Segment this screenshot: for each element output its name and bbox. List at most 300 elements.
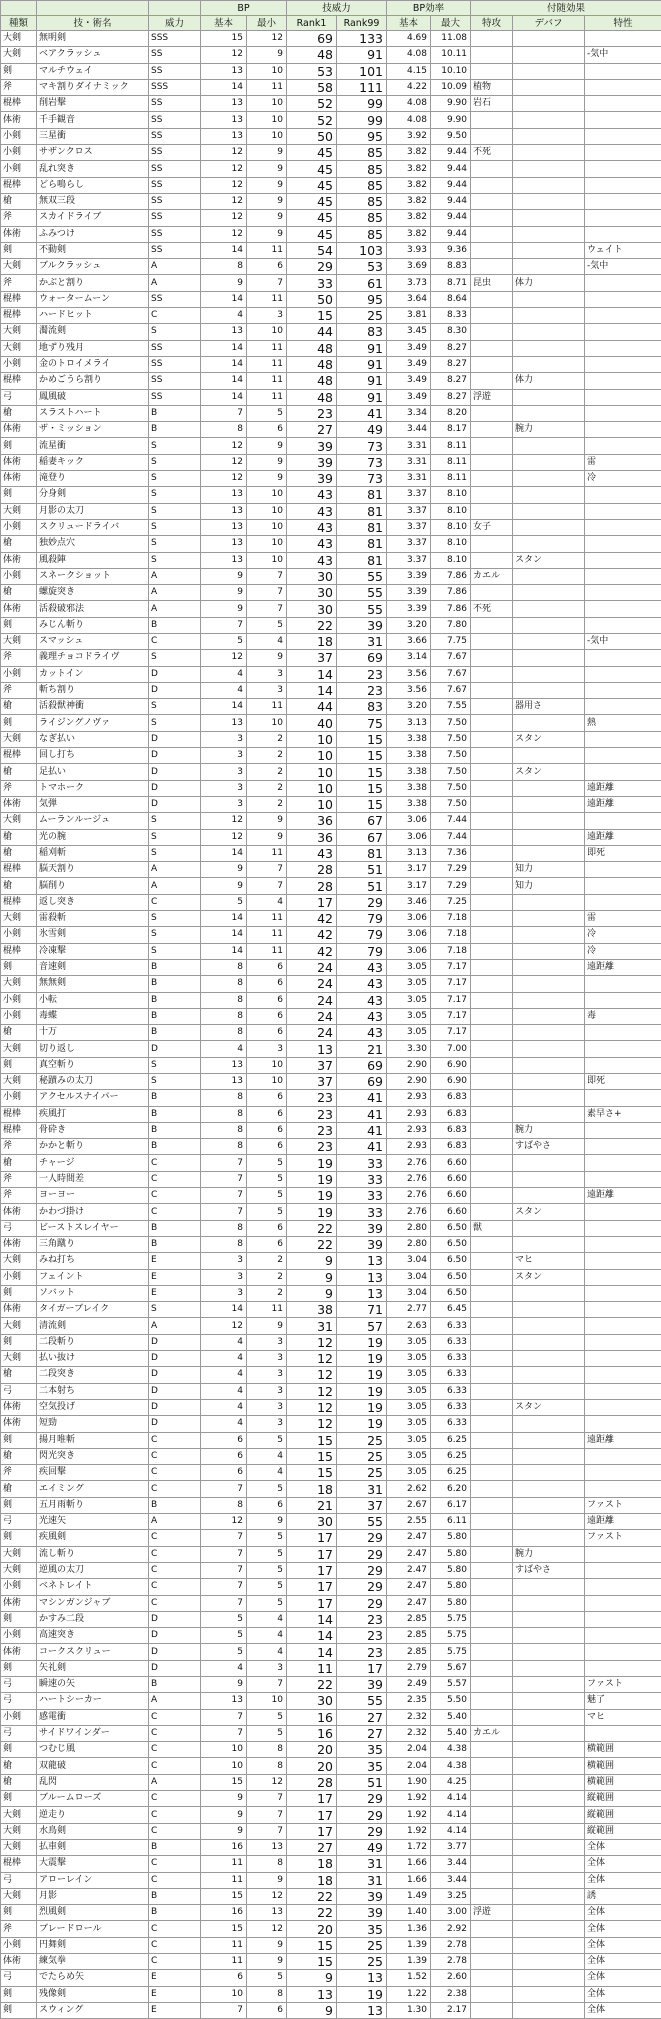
table-row: [1, 47, 661, 63]
cell-eff-max: 6.33: [431, 1351, 471, 1367]
header-col-bp-min: 最小: [247, 16, 287, 31]
cell-name: 流し斬り: [37, 1546, 149, 1562]
cell-type: 小剣: [1, 1628, 37, 1644]
cell-rank99: 69: [337, 1074, 387, 1090]
cell-eff-max: 5.80: [431, 1530, 471, 1546]
table-row: [1, 1921, 661, 1937]
cell-bp-base: 13: [201, 324, 247, 340]
cell-eff-max: 7.18: [431, 927, 471, 943]
table-row: [1, 1986, 661, 2002]
cell-trait: 遠距離: [585, 829, 661, 845]
cell-debuff: [513, 242, 585, 258]
cell-special-attack: [471, 1693, 513, 1709]
cell-rank1: 20: [287, 1921, 337, 1937]
cell-eff-base: 4.08: [387, 96, 431, 112]
cell-eff-max: 5.40: [431, 1709, 471, 1725]
cell-special-attack: [471, 1986, 513, 2002]
table-row: [1, 1856, 661, 1872]
cell-power-rank: C: [149, 1155, 201, 1171]
cell-rank99: 23: [337, 1644, 387, 1660]
cell-name: 風殺陣: [37, 552, 149, 568]
cell-rank99: 81: [337, 503, 387, 519]
cell-trait: [585, 699, 661, 715]
cell-rank99: 43: [337, 1008, 387, 1024]
cell-bp-min: 4: [247, 1628, 287, 1644]
cell-trait: [585, 63, 661, 79]
table-row: [1, 617, 661, 633]
cell-eff-base: 3.38: [387, 748, 431, 764]
cell-bp-base: 3: [201, 1253, 247, 1269]
cell-power-rank: S: [149, 1057, 201, 1073]
cell-name: ウォータームーン: [37, 291, 149, 307]
cell-debuff: [513, 1872, 585, 1888]
cell-debuff: [513, 1514, 585, 1530]
cell-eff-base: 3.66: [387, 633, 431, 649]
table-row: [1, 1383, 661, 1399]
cell-eff-max: 8.10: [431, 503, 471, 519]
cell-type: 斧: [1, 1139, 37, 1155]
cell-rank1: 23: [287, 1090, 337, 1106]
cell-debuff: マヒ: [513, 1253, 585, 1269]
cell-power-rank: B: [149, 1139, 201, 1155]
cell-eff-base: 3.34: [387, 405, 431, 421]
cell-trait: 遠距離: [585, 1514, 661, 1530]
cell-debuff: [513, 193, 585, 209]
header-blank: [37, 1, 149, 16]
cell-rank99: 55: [337, 568, 387, 584]
cell-name: ベアクラッシュ: [37, 47, 149, 63]
cell-power-rank: B: [149, 1090, 201, 1106]
cell-special-attack: [471, 422, 513, 438]
cell-type: 槍: [1, 1367, 37, 1383]
table-row: [1, 1644, 661, 1660]
table-row: [1, 1074, 661, 1090]
cell-rank99: 25: [337, 308, 387, 324]
cell-trait: 即死: [585, 845, 661, 861]
cell-eff-base: 3.05: [387, 1416, 431, 1432]
cell-debuff: [513, 1220, 585, 1236]
cell-debuff: [513, 1025, 585, 1041]
cell-trait: [585, 308, 661, 324]
cell-trait: 冷: [585, 943, 661, 959]
cell-trait: [585, 894, 661, 910]
cell-power-rank: S: [149, 1074, 201, 1090]
cell-rank1: 10: [287, 780, 337, 796]
table-row: [1, 911, 661, 927]
cell-special-attack: [471, 1676, 513, 1692]
cell-bp-base: 4: [201, 1351, 247, 1367]
cell-bp-min: 9: [247, 1954, 287, 1970]
cell-eff-base: 3.82: [387, 161, 431, 177]
cell-debuff: [513, 813, 585, 829]
cell-bp-min: 10: [247, 552, 287, 568]
cell-power-rank: C: [149, 1954, 201, 1970]
cell-eff-max: 11.08: [431, 31, 471, 47]
table-row: [1, 1709, 661, 1725]
table-row: [1, 601, 661, 617]
cell-bp-min: 3: [247, 308, 287, 324]
cell-rank1: 17: [287, 894, 337, 910]
table-row: [1, 210, 661, 226]
cell-bp-min: 13: [247, 1839, 287, 1855]
cell-eff-base: 3.05: [387, 1025, 431, 1041]
cell-power-rank: S: [149, 911, 201, 927]
cell-eff-base: 2.04: [387, 1758, 431, 1774]
cell-rank1: 43: [287, 487, 337, 503]
cell-rank1: 17: [287, 1823, 337, 1839]
cell-special-attack: [471, 1399, 513, 1415]
table-row: [1, 79, 661, 95]
cell-name: 氷雪剣: [37, 927, 149, 943]
cell-power-rank: A: [149, 1514, 201, 1530]
cell-rank99: 13: [337, 1269, 387, 1285]
cell-power-rank: S: [149, 324, 201, 340]
cell-bp-base: 12: [201, 1514, 247, 1530]
cell-type: 棍棒: [1, 291, 37, 307]
cell-name: スウィング: [37, 2002, 149, 2018]
cell-special-attack: [471, 1481, 513, 1497]
cell-type: 棍棒: [1, 1122, 37, 1138]
cell-eff-max: 9.44: [431, 226, 471, 242]
header-group-power: 技威力: [287, 1, 387, 16]
cell-bp-min: 10: [247, 1693, 287, 1709]
cell-rank99: 83: [337, 699, 387, 715]
cell-special-attack: [471, 617, 513, 633]
cell-name: 地ずり残月: [37, 340, 149, 356]
cell-debuff: [513, 177, 585, 193]
cell-type: 小剣: [1, 666, 37, 682]
cell-rank1: 12: [287, 1367, 337, 1383]
cell-special-attack: [471, 373, 513, 389]
cell-bp-min: 7: [247, 878, 287, 894]
cell-eff-max: 6.50: [431, 1253, 471, 1269]
cell-rank1: 9: [287, 1970, 337, 1986]
cell-rank1: 40: [287, 715, 337, 731]
cell-debuff: [513, 1432, 585, 1448]
cell-eff-max: 6.33: [431, 1318, 471, 1334]
cell-rank99: 71: [337, 1302, 387, 1318]
cell-rank1: 24: [287, 959, 337, 975]
table-row: [1, 1954, 661, 1970]
cell-bp-min: 11: [247, 699, 287, 715]
cell-eff-max: 3.25: [431, 1888, 471, 1904]
cell-trait: 全体: [585, 2002, 661, 2018]
cell-special-attack: 不死: [471, 601, 513, 617]
cell-special-attack: カエル: [471, 568, 513, 584]
cell-eff-base: 1.49: [387, 1888, 431, 1904]
cell-type: 弓: [1, 1676, 37, 1692]
cell-bp-min: 10: [247, 519, 287, 535]
cell-rank99: 133: [337, 31, 387, 47]
cell-power-rank: C: [149, 1562, 201, 1578]
cell-power-rank: S: [149, 503, 201, 519]
cell-eff-max: 9.36: [431, 242, 471, 258]
cell-type: 斧: [1, 1921, 37, 1937]
table-row: [1, 927, 661, 943]
cell-rank1: 9: [287, 1285, 337, 1301]
cell-special-attack: [471, 1318, 513, 1334]
table-row: [1, 373, 661, 389]
cell-rank1: 48: [287, 389, 337, 405]
cell-debuff: [513, 1008, 585, 1024]
cell-special-attack: [471, 796, 513, 812]
cell-eff-base: 3.20: [387, 617, 431, 633]
table-row: [1, 1041, 661, 1057]
cell-eff-max: 8.11: [431, 471, 471, 487]
cell-trait: [585, 31, 661, 47]
cell-debuff: [513, 1448, 585, 1464]
cell-name: 二本射ち: [37, 1383, 149, 1399]
cell-bp-base: 11: [201, 1954, 247, 1970]
cell-rank99: 101: [337, 63, 387, 79]
cell-eff-base: 3.37: [387, 552, 431, 568]
cell-rank1: 37: [287, 650, 337, 666]
cell-special-attack: [471, 1791, 513, 1807]
cell-power-rank: B: [149, 1888, 201, 1904]
cell-type: 剣: [1, 2002, 37, 2018]
cell-name: かわづ掛け: [37, 1204, 149, 1220]
cell-power-rank: A: [149, 862, 201, 878]
cell-special-attack: [471, 552, 513, 568]
header-group-row: [1, 1, 661, 16]
cell-debuff: [513, 1937, 585, 1953]
cell-eff-max: 5.50: [431, 1693, 471, 1709]
cell-power-rank: E: [149, 1970, 201, 1986]
cell-debuff: [513, 356, 585, 372]
cell-eff-max: 5.75: [431, 1628, 471, 1644]
cell-name: ブルクラッシュ: [37, 259, 149, 275]
cell-debuff: [513, 503, 585, 519]
table-row: [1, 1188, 661, 1204]
cell-special-attack: [471, 633, 513, 649]
cell-eff-base: 3.05: [387, 1334, 431, 1350]
cell-eff-max: 8.11: [431, 454, 471, 470]
cell-rank1: 20: [287, 1742, 337, 1758]
table-row: [1, 96, 661, 112]
cell-trait: 遠距離: [585, 780, 661, 796]
cell-rank1: 45: [287, 161, 337, 177]
cell-bp-min: 5: [247, 1546, 287, 1562]
header-col-bp-base: 基本: [201, 16, 247, 31]
cell-bp-base: 3: [201, 731, 247, 747]
cell-rank99: 29: [337, 1823, 387, 1839]
cell-trait: [585, 1334, 661, 1350]
table-row: [1, 1139, 661, 1155]
cell-eff-base: 2.76: [387, 1204, 431, 1220]
table-row: [1, 1367, 661, 1383]
cell-eff-max: 7.75: [431, 633, 471, 649]
cell-eff-max: 6.50: [431, 1220, 471, 1236]
cell-rank99: 67: [337, 829, 387, 845]
cell-trait: [585, 161, 661, 177]
cell-debuff: [513, 1171, 585, 1187]
cell-name: 円舞剣: [37, 1937, 149, 1953]
cell-special-attack: [471, 959, 513, 975]
cell-name: トマホーク: [37, 780, 149, 796]
header-col-trait: 特性: [585, 16, 661, 31]
cell-special-attack: [471, 1302, 513, 1318]
cell-eff-base: 3.05: [387, 992, 431, 1008]
cell-trait: [585, 1660, 661, 1676]
cell-debuff: 器用さ: [513, 699, 585, 715]
cell-debuff: 知力: [513, 862, 585, 878]
cell-name: なぎ払い: [37, 731, 149, 747]
cell-eff-base: 3.31: [387, 471, 431, 487]
cell-rank99: 55: [337, 1693, 387, 1709]
cell-rank99: 33: [337, 1155, 387, 1171]
cell-eff-max: 8.64: [431, 291, 471, 307]
cell-trait: [585, 1399, 661, 1415]
cell-bp-min: 11: [247, 943, 287, 959]
cell-debuff: [513, 943, 585, 959]
cell-rank99: 39: [337, 1888, 387, 1904]
cell-name: 逆走り: [37, 1807, 149, 1823]
cell-bp-base: 9: [201, 585, 247, 601]
cell-bp-base: 13: [201, 552, 247, 568]
cell-power-rank: S: [149, 715, 201, 731]
cell-bp-min: 4: [247, 1448, 287, 1464]
cell-type: 剣: [1, 1986, 37, 2002]
cell-debuff: [513, 1383, 585, 1399]
cell-bp-min: 10: [247, 112, 287, 128]
cell-bp-min: 11: [247, 845, 287, 861]
cell-rank1: 48: [287, 340, 337, 356]
cell-debuff: [513, 96, 585, 112]
cell-power-rank: E: [149, 1269, 201, 1285]
cell-eff-base: 2.90: [387, 1057, 431, 1073]
cell-type: 槍: [1, 1448, 37, 1464]
cell-power-rank: C: [149, 1807, 201, 1823]
cell-bp-base: 12: [201, 454, 247, 470]
cell-rank1: 36: [287, 829, 337, 845]
cell-bp-min: 11: [247, 79, 287, 95]
cell-eff-max: 8.27: [431, 356, 471, 372]
cell-eff-max: 5.80: [431, 1579, 471, 1595]
cell-rank99: 79: [337, 943, 387, 959]
cell-rank99: 73: [337, 471, 387, 487]
cell-eff-base: 3.49: [387, 373, 431, 389]
cell-special-attack: [471, 1155, 513, 1171]
cell-rank99: 19: [337, 1383, 387, 1399]
cell-debuff: [513, 1791, 585, 1807]
cell-rank1: 17: [287, 1530, 337, 1546]
cell-rank99: 41: [337, 1122, 387, 1138]
cell-type: 体術: [1, 1204, 37, 1220]
cell-eff-base: 2.63: [387, 1318, 431, 1334]
cell-rank1: 11: [287, 1660, 337, 1676]
cell-rank99: 13: [337, 2002, 387, 2018]
cell-trait: [585, 356, 661, 372]
cell-bp-min: 2: [247, 780, 287, 796]
cell-rank1: 15: [287, 1937, 337, 1953]
cell-debuff: スタン: [513, 1399, 585, 1415]
table-row: [1, 438, 661, 454]
cell-eff-max: 5.57: [431, 1676, 471, 1692]
cell-name: 雷殺斬: [37, 911, 149, 927]
cell-bp-base: 12: [201, 226, 247, 242]
cell-eff-base: 3.82: [387, 177, 431, 193]
cell-trait: 即死: [585, 1074, 661, 1090]
cell-bp-min: 9: [247, 1872, 287, 1888]
cell-power-rank: D: [149, 1334, 201, 1350]
cell-rank99: 31: [337, 1481, 387, 1497]
cell-bp-min: 9: [247, 650, 287, 666]
cell-name: タイガーブレイク: [37, 1302, 149, 1318]
cell-type: 弓: [1, 389, 37, 405]
cell-bp-base: 8: [201, 1106, 247, 1122]
cell-eff-base: 3.92: [387, 128, 431, 144]
cell-power-rank: B: [149, 1676, 201, 1692]
cell-name: 活殺獣神衝: [37, 699, 149, 715]
cell-special-attack: [471, 1709, 513, 1725]
cell-bp-min: 11: [247, 927, 287, 943]
cell-power-rank: B: [149, 976, 201, 992]
cell-eff-max: 6.50: [431, 1269, 471, 1285]
cell-trait: [585, 1302, 661, 1318]
cell-power-rank: S: [149, 487, 201, 503]
cell-eff-base: 1.92: [387, 1807, 431, 1823]
cell-type: 体術: [1, 112, 37, 128]
cell-eff-base: 3.06: [387, 927, 431, 943]
table-row: [1, 959, 661, 975]
cell-debuff: [513, 682, 585, 698]
cell-debuff: [513, 1155, 585, 1171]
cell-name: エイミング: [37, 1481, 149, 1497]
table-row: [1, 1481, 661, 1497]
cell-eff-base: 3.37: [387, 503, 431, 519]
cell-special-attack: [471, 943, 513, 959]
cell-special-attack: [471, 503, 513, 519]
cell-eff-max: 10.09: [431, 79, 471, 95]
cell-bp-base: 16: [201, 1839, 247, 1855]
cell-eff-max: 8.20: [431, 405, 471, 421]
cell-debuff: スタン: [513, 764, 585, 780]
cell-bp-base: 14: [201, 1302, 247, 1318]
table-row: [1, 1970, 661, 1986]
cell-rank1: 14: [287, 1644, 337, 1660]
cell-type: 体術: [1, 1954, 37, 1970]
cell-special-attack: [471, 1106, 513, 1122]
cell-rank1: 18: [287, 1481, 337, 1497]
cell-name: チャージ: [37, 1155, 149, 1171]
cell-debuff: [513, 1921, 585, 1937]
table-row: [1, 1807, 661, 1823]
cell-bp-min: 5: [247, 405, 287, 421]
cell-eff-max: 7.50: [431, 748, 471, 764]
cell-bp-min: 7: [247, 601, 287, 617]
cell-debuff: [513, 617, 585, 633]
cell-rank99: 55: [337, 585, 387, 601]
cell-type: 剣: [1, 1530, 37, 1546]
cell-type: 剣: [1, 63, 37, 79]
cell-bp-min: 6: [247, 1236, 287, 1252]
cell-debuff: [513, 291, 585, 307]
cell-name: 流星衝: [37, 438, 149, 454]
cell-bp-base: 7: [201, 1709, 247, 1725]
table-row: [1, 1676, 661, 1692]
cell-rank99: 13: [337, 1970, 387, 1986]
cell-power-rank: B: [149, 1025, 201, 1041]
cell-bp-base: 3: [201, 796, 247, 812]
cell-debuff: [513, 536, 585, 552]
cell-eff-base: 2.47: [387, 1546, 431, 1562]
cell-name: かかと斬り: [37, 1139, 149, 1155]
cell-power-rank: A: [149, 275, 201, 291]
cell-bp-base: 7: [201, 2002, 247, 2018]
cell-eff-max: 9.44: [431, 210, 471, 226]
cell-type: 剣: [1, 959, 37, 975]
table-row: [1, 1546, 661, 1562]
